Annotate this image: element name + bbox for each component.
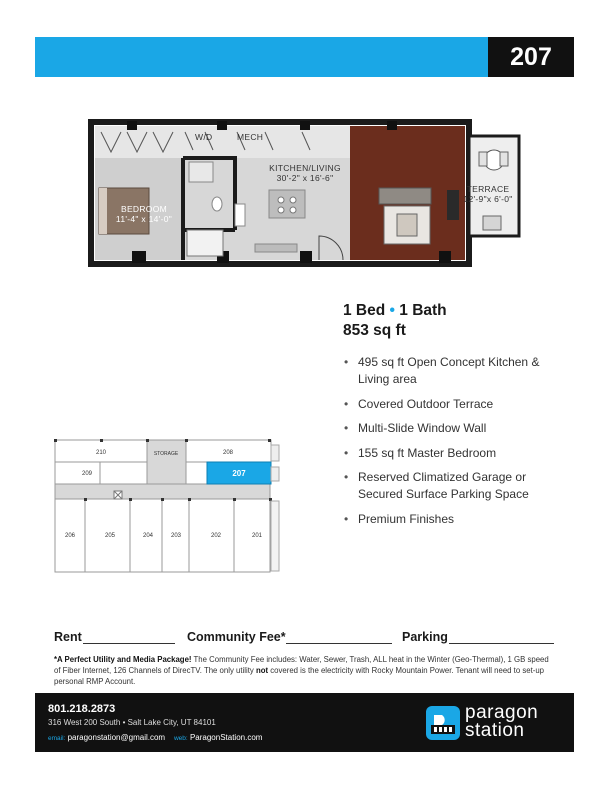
feature-item: • 495 sq ft Open Concept Kitchen & Living area (343, 354, 573, 388)
feature-item: • Reserved Climatized Garage or Secured Surface Parking Space (343, 469, 573, 503)
fine-print (54, 654, 554, 687)
bed-bath-line (343, 301, 447, 321)
corridor (55, 484, 270, 499)
baths: 1 Bath (399, 302, 447, 319)
header-bar (35, 37, 488, 77)
terrace-chair (483, 216, 501, 230)
community-fee-blank[interactable] (286, 643, 392, 644)
key-plan-drawing (50, 437, 300, 577)
shower (189, 162, 213, 182)
feature-item: • 155 sq ft Master Bedroom (343, 445, 573, 462)
community-fee-label: Community Fee* (187, 630, 286, 644)
terrace-name: TERRACE (466, 184, 510, 194)
keyplan-label-207: 207 (232, 469, 246, 478)
fine-print-body-1: The Community Fee includes: Water, Sewer, Trash, ALL heat in the Winter (Geo-Thermal), 1 GB speed of Fiber Internet, 126 Channels of DirecTV. The only utility (54, 655, 549, 675)
keyplan-label-201: 201 (251, 533, 263, 539)
footer (35, 693, 574, 752)
key-plan (50, 437, 300, 577)
parking-blank[interactable] (449, 643, 554, 644)
room-label-kitchen (260, 163, 350, 183)
unit-summary (343, 301, 447, 341)
kitchen-counter (255, 244, 297, 252)
feature-item: • Premium Finishes (343, 511, 573, 528)
keyplan-label-210: 210 (95, 450, 107, 456)
paragon-station-logo (425, 703, 565, 743)
room-label-bedroom (109, 204, 179, 224)
room-label-wd: W/D (195, 132, 213, 142)
bedroom-name: BEDROOM (120, 204, 168, 214)
floor-plan (87, 118, 522, 268)
email-link[interactable]: paragonstation@gmail.com (67, 733, 166, 742)
keyplan-label-208: 208 (222, 450, 234, 456)
bathtub (187, 230, 223, 256)
address: 316 West 200 South • Salt Lake City, UT 84101 (48, 718, 216, 727)
separator-dot: • (389, 302, 395, 319)
rent-blank[interactable] (83, 643, 175, 644)
logo-mark-icon (425, 705, 461, 741)
keyplan-label-202: 202 (210, 533, 222, 539)
room-label-terrace (459, 184, 517, 204)
kitchen-island (269, 190, 305, 218)
keyplan-label-storage: STORAGE (153, 451, 179, 457)
parking-label: Parking (402, 630, 448, 644)
email-label: email: (48, 735, 66, 742)
floor-plan-drawing (87, 118, 522, 268)
room-label-mech: MECH (237, 132, 264, 142)
kitchen-name: KITCHEN/LIVING (269, 163, 341, 173)
toilet (212, 197, 222, 211)
sofa (379, 188, 431, 204)
fine-print-lead: *A Perfect Utility and Media Package! (54, 655, 192, 664)
fine-print-body-2: covered is the electricity with Rocky Mountain Power. Tenant will need to set-up personal RMP Account. (54, 666, 545, 686)
web-link[interactable]: ParagonStation.com (189, 733, 263, 742)
keyplan-label-204: 204 (142, 533, 154, 539)
vanity (235, 204, 245, 226)
square-footage: 853 sq ft (343, 322, 406, 339)
fine-print-not: not (255, 666, 269, 675)
web-label: web: (173, 735, 188, 742)
feature-item: • Multi-Slide Window Wall (343, 420, 573, 437)
unit-number: 207 (488, 37, 574, 77)
keyplan-label-206: 206 (64, 533, 76, 539)
coffee-table (397, 214, 417, 236)
logo-word-paragon: paragon (465, 702, 539, 723)
kitchen-dims: 30'-2" x 16'-6" (276, 173, 334, 183)
keyplan-label-209: 209 (81, 471, 93, 477)
beds: 1 Bed (343, 302, 386, 319)
pillow (99, 188, 107, 234)
feature-item: • Covered Outdoor Terrace (343, 396, 573, 413)
logo-word-station: station (465, 720, 525, 741)
feature-list (343, 354, 573, 535)
rent-label: Rent (54, 630, 82, 644)
storage-room (147, 440, 186, 484)
keyplan-label-205: 205 (104, 533, 116, 539)
contact-row (48, 733, 262, 742)
closet-strip (95, 126, 350, 158)
keyplan-label-203: 203 (170, 533, 182, 539)
bedroom-dims: 11'-4" x 14'-0" (115, 214, 173, 224)
phone-number[interactable]: 801.218.2873 (48, 703, 116, 715)
fee-fields (54, 630, 554, 646)
terrace-dims: 12'-9"x 6'-0" (463, 194, 513, 204)
tv-console (447, 190, 459, 220)
